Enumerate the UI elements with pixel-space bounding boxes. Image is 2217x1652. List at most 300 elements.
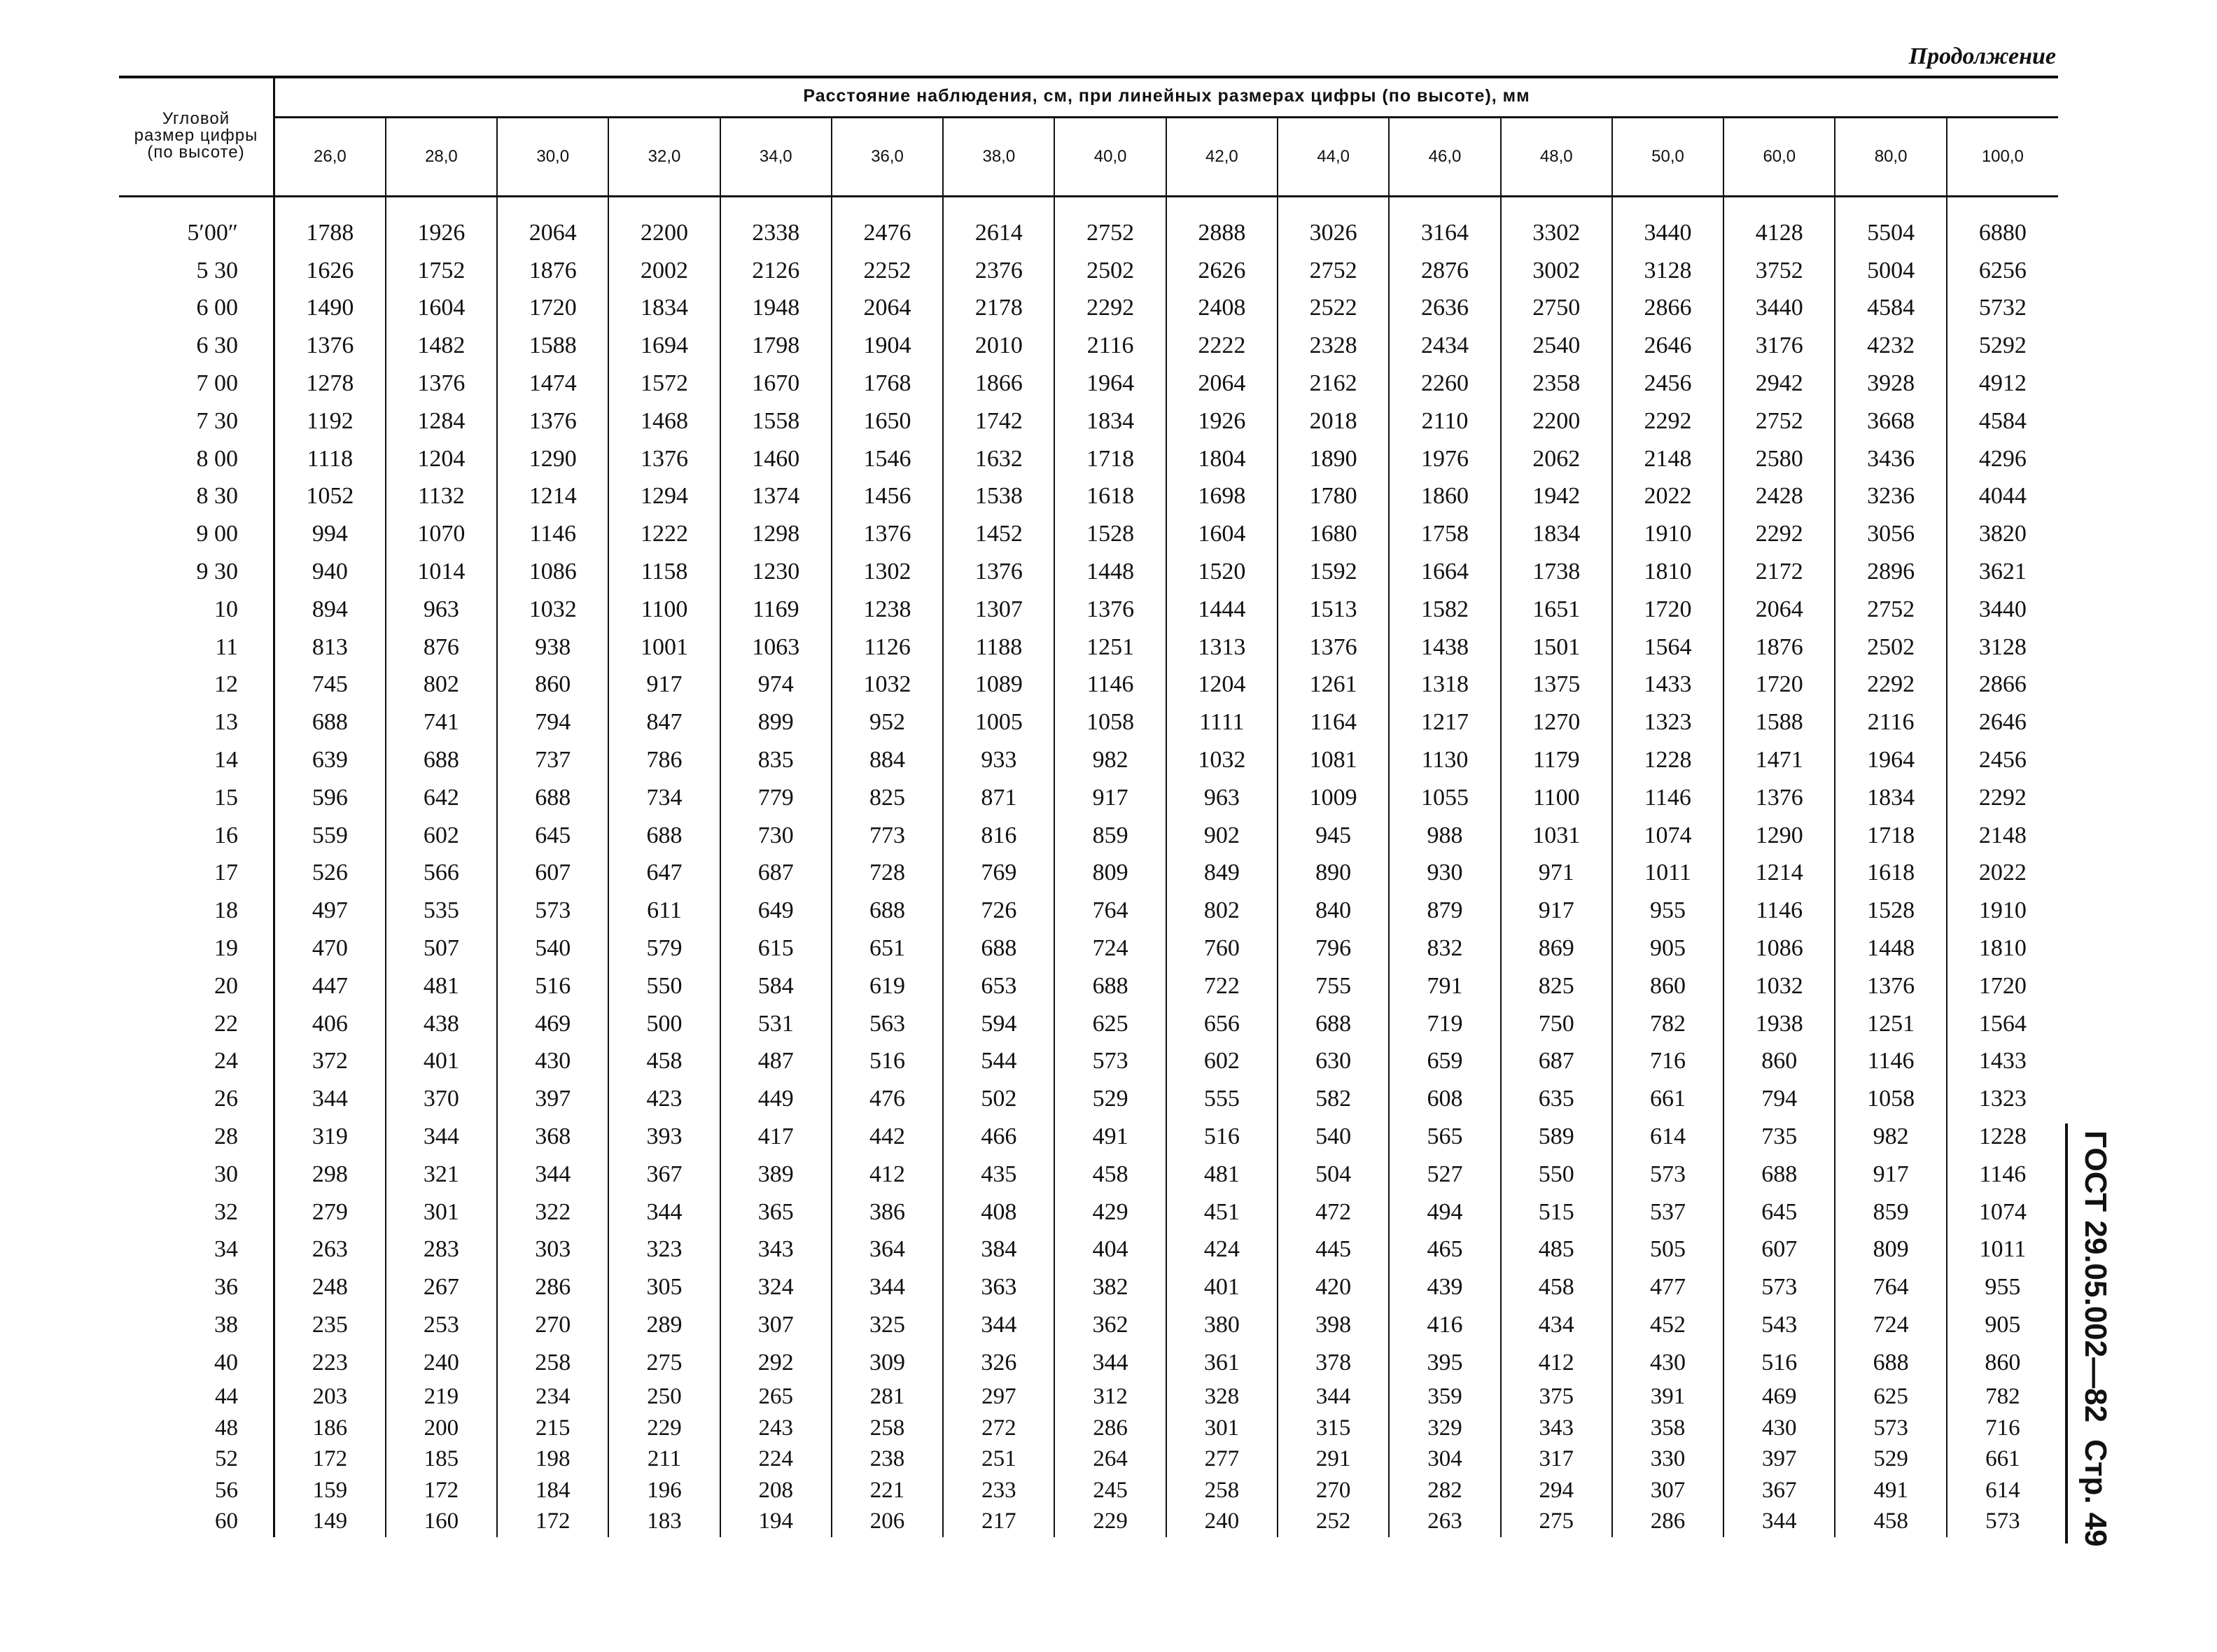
- distance-cell: 481: [1166, 1156, 1278, 1194]
- distance-cell: 393: [608, 1118, 720, 1156]
- distance-cell: 559: [274, 817, 386, 855]
- distance-cell: 1032: [1723, 967, 1835, 1005]
- distance-cell: 2626: [1166, 252, 1278, 290]
- angle-cell: 60: [119, 1506, 274, 1538]
- distance-cell: 3128: [1978, 634, 2027, 660]
- distance-cell: 206: [832, 1506, 943, 1538]
- table-row: [119, 402, 2058, 440]
- table-row: [119, 327, 2058, 365]
- distance-cell: 1468: [608, 402, 720, 440]
- distance-cell: 724: [1054, 930, 1166, 967]
- distance-cell: 289: [608, 1306, 720, 1344]
- distance-cell: 6880: [1978, 219, 2027, 246]
- angle-cell: 52: [119, 1444, 274, 1476]
- distance-cell: 1632: [943, 440, 1054, 478]
- distance-cell: 362: [1054, 1306, 1166, 1344]
- distance-cell: 526: [274, 855, 386, 892]
- distance-cell: 172: [386, 1475, 497, 1506]
- distance-cell: 3928: [1835, 365, 1946, 402]
- distance-cell: 859: [1835, 1194, 1946, 1231]
- distance-cell: 1780: [1278, 478, 1389, 516]
- distance-cell: 183: [608, 1506, 720, 1538]
- distance-cell: 1670: [720, 365, 832, 402]
- distance-cell: 659: [1389, 1043, 1500, 1081]
- distance-cell: 2502: [1835, 629, 1946, 666]
- distance-cell: 516: [1166, 1118, 1278, 1156]
- distance-cell: 6256: [1978, 257, 2027, 284]
- distance-cell: 1032: [1166, 741, 1278, 779]
- distance-cell: 1964: [1835, 741, 1946, 779]
- distance-cell: 1204: [1166, 666, 1278, 704]
- table-row: [119, 817, 2058, 855]
- angle-cell: 12: [119, 666, 274, 704]
- distance-cell: 2126: [720, 252, 832, 290]
- distance-cell: 529: [1054, 1080, 1166, 1118]
- distance-cell: 408: [943, 1194, 1054, 1231]
- distance-title: Расстояние наблюдения, см, при линейных размерах цифры (по высоте), мм: [274, 76, 2059, 118]
- distance-cell: 649: [720, 892, 832, 930]
- distance-cell: 825: [1501, 967, 1612, 1005]
- size-header-row: [119, 118, 2058, 197]
- distance-cell: 1058: [1054, 704, 1166, 741]
- distance-cell: 2428: [1723, 478, 1835, 516]
- distance-cell: 378: [1278, 1344, 1389, 1382]
- distance-cell: 940: [274, 553, 386, 591]
- distance-cell: 2022: [1978, 860, 2027, 886]
- distance-cell: 250: [608, 1382, 720, 1413]
- table-row: [119, 1043, 2058, 1081]
- angle-cell: 8 00: [119, 440, 274, 478]
- distance-cell: 382: [1054, 1268, 1166, 1306]
- distance-cell: 1876: [497, 252, 608, 290]
- distance-cell: 905: [1612, 930, 1723, 967]
- distance-cell: 730: [720, 817, 832, 855]
- table-row: [119, 1344, 2058, 1382]
- distance-cell: 794: [1723, 1080, 1835, 1118]
- distance-cell: 344: [386, 1118, 497, 1156]
- distance-cell: 406: [274, 1005, 386, 1043]
- distance-cell: 380: [1166, 1306, 1278, 1344]
- distance-cell: 1698: [1166, 478, 1278, 516]
- distance-cell: 602: [1166, 1043, 1278, 1081]
- distance-cell: 734: [608, 779, 720, 817]
- distance-cell: 1834: [1501, 515, 1612, 553]
- distance-cell: 688: [386, 741, 497, 779]
- distance-cell: 3176: [1723, 327, 1835, 365]
- size-header-cell: 26,0: [274, 118, 386, 197]
- distance-cell: 544: [943, 1043, 1054, 1081]
- distance-cell: 905: [1985, 1312, 2021, 1338]
- distance-cell: 439: [1389, 1268, 1500, 1306]
- distance-cell: 1720: [1723, 666, 1835, 704]
- distance-cell: 1433: [1978, 1048, 2027, 1074]
- size-header-cell: 44,0: [1278, 118, 1389, 197]
- distance-cell: 397: [497, 1080, 608, 1118]
- distance-cell: 1588: [497, 327, 608, 365]
- distance-cell: 2408: [1166, 290, 1278, 328]
- distance-cell: 1318: [1389, 666, 1500, 704]
- distance-cell: 2456: [1612, 365, 1723, 402]
- distance-cell: 3668: [1835, 402, 1946, 440]
- distance-cell: 1070: [386, 515, 497, 553]
- distance-cell: 917: [1501, 892, 1612, 930]
- distance-cell: 760: [1166, 930, 1278, 967]
- distance-cell: 974: [720, 666, 832, 704]
- distance-cell: 286: [1054, 1413, 1166, 1444]
- distance-cell: 1376: [1723, 779, 1835, 817]
- distance-cell: 324: [720, 1268, 832, 1306]
- distance-cell: 614: [1612, 1118, 1723, 1156]
- distance-cell: 208: [720, 1475, 832, 1506]
- distance-cell: 2358: [1501, 365, 1612, 402]
- table-row: [119, 478, 2058, 516]
- distance-cell: 1938: [1723, 1005, 1835, 1043]
- distance-cell: 185: [386, 1444, 497, 1476]
- distance-cell: 1718: [1835, 817, 1946, 855]
- distance-cell: 688: [1723, 1156, 1835, 1194]
- distance-cell: 2502: [1054, 252, 1166, 290]
- distance-cell: 344: [274, 1080, 386, 1118]
- standard-number: ГОСТ 29.05.002—82: [2078, 1130, 2113, 1423]
- distance-cell: 322: [497, 1194, 608, 1231]
- distance-cell: 1618: [1054, 478, 1166, 516]
- distance-cell: 1798: [720, 327, 832, 365]
- distance-cell: 608: [1389, 1080, 1500, 1118]
- corner-line-1: Угловой: [162, 108, 230, 128]
- distance-cell: 860: [497, 666, 608, 704]
- distance-cell: 791: [1389, 967, 1500, 1005]
- angle-cell: 14: [119, 741, 274, 779]
- distance-cell: 1302: [832, 553, 943, 591]
- distance-cell: 1788: [274, 214, 386, 252]
- angle-cell: 6 00: [119, 290, 274, 328]
- distance-cell: 1376: [943, 553, 1054, 591]
- distance-cell: 1100: [608, 591, 720, 629]
- distance-cell: 930: [1389, 855, 1500, 892]
- distance-cell: 688: [1054, 967, 1166, 1005]
- distance-cell: 728: [832, 855, 943, 892]
- distance-cell: 573: [1612, 1156, 1723, 1194]
- distance-cell: 2110: [1389, 402, 1500, 440]
- distance-cell: 2116: [1054, 327, 1166, 365]
- distance-cell: 275: [1501, 1506, 1612, 1538]
- distance-cell: 1448: [1835, 930, 1946, 967]
- distance-cell: 272: [943, 1413, 1054, 1444]
- angle-cell: 40: [119, 1344, 274, 1382]
- distance-cell: 186: [274, 1413, 386, 1444]
- distance-cell: 1471: [1723, 741, 1835, 779]
- distance-cell: 344: [1723, 1506, 1835, 1538]
- distance-cell: 982: [1835, 1118, 1946, 1156]
- distance-cell: 420: [1278, 1268, 1389, 1306]
- distance-cell: 1810: [1612, 553, 1723, 591]
- distance-cell: 323: [608, 1231, 720, 1269]
- distance-cell: 1111: [1166, 704, 1278, 741]
- distance-cell: 224: [720, 1444, 832, 1476]
- distance-cell: 543: [1723, 1306, 1835, 1344]
- angle-cell: 15: [119, 779, 274, 817]
- distance-cell: 5504: [1835, 214, 1946, 252]
- table-row: [119, 930, 2058, 967]
- distance-cell: 764: [1835, 1268, 1946, 1306]
- distance-cell: 325: [832, 1306, 943, 1344]
- distance-cell: 2476: [832, 214, 943, 252]
- distance-cell: 301: [386, 1194, 497, 1231]
- side-caption: [2071, 1130, 2120, 1550]
- distance-cell: 361: [1166, 1344, 1278, 1382]
- distance-cell: 4232: [1835, 327, 1946, 365]
- distance-cell: 1323: [1978, 1086, 2027, 1112]
- angle-cell: 26: [119, 1080, 274, 1118]
- distance-cell: 1926: [386, 214, 497, 252]
- distance-cell: 470: [274, 930, 386, 967]
- distance-cell: 286: [497, 1268, 608, 1306]
- distance-cell: 243: [720, 1413, 832, 1444]
- distance-cell: 303: [497, 1231, 608, 1269]
- angle-cell: 24: [119, 1043, 274, 1081]
- distance-cell: 3621: [1978, 559, 2027, 585]
- distance-cell: 321: [386, 1156, 497, 1194]
- distance-cell: 487: [720, 1043, 832, 1081]
- distance-cell: 573: [1054, 1043, 1166, 1081]
- distance-cell: 258: [1166, 1475, 1278, 1506]
- distance-cell: 317: [1501, 1444, 1612, 1476]
- table-row: [119, 252, 2058, 290]
- distance-cell: 500: [608, 1005, 720, 1043]
- distance-cell: 221: [832, 1475, 943, 1506]
- distance-cell: 625: [1835, 1382, 1946, 1413]
- distance-cell: 1058: [1835, 1080, 1946, 1118]
- distance-cell: 1146: [497, 515, 608, 553]
- distance-cell: 642: [386, 779, 497, 817]
- distance-cell: 555: [1166, 1080, 1278, 1118]
- distance-cell: 1376: [1278, 629, 1389, 666]
- distance-cell: 859: [1054, 817, 1166, 855]
- distance-cell: 1738: [1501, 553, 1612, 591]
- distance-cell: 1834: [608, 290, 720, 328]
- distance-cell: 275: [608, 1344, 720, 1382]
- distance-cell: 1444: [1166, 591, 1278, 629]
- distance-cell: 1158: [608, 553, 720, 591]
- distance-cell: 507: [386, 930, 497, 967]
- distance-cell: 687: [720, 855, 832, 892]
- distance-cell: 688: [497, 779, 608, 817]
- distance-cell: 240: [1166, 1506, 1278, 1538]
- distance-cell: 329: [1389, 1413, 1500, 1444]
- size-header-cell: 46,0: [1389, 118, 1500, 197]
- distance-cell: 688: [943, 930, 1054, 967]
- distance-cell: 1866: [943, 365, 1054, 402]
- distance-cell: 988: [1389, 817, 1500, 855]
- table-row: [119, 515, 2058, 553]
- distance-cell: 1376: [832, 515, 943, 553]
- distance-cell: 2636: [1389, 290, 1500, 328]
- table-body: [119, 197, 2058, 1538]
- angle-cell: 19: [119, 930, 274, 967]
- distance-cell: 1538: [943, 478, 1054, 516]
- distance-cell: 1374: [720, 478, 832, 516]
- distance-cell: 1546: [832, 440, 943, 478]
- size-header-cell: 60,0: [1723, 118, 1835, 197]
- distance-cell: 1926: [1166, 402, 1278, 440]
- distance-cell: 1490: [274, 290, 386, 328]
- distance-cell: 566: [386, 855, 497, 892]
- corner-line-2: размер цифры: [134, 125, 258, 145]
- distance-cell: 1014: [386, 553, 497, 591]
- distance-cell: 277: [1166, 1444, 1278, 1476]
- distance-cell: 1294: [608, 478, 720, 516]
- size-header-cell: 100,0: [1947, 118, 2058, 197]
- distance-cell: 832: [1389, 930, 1500, 967]
- distance-cell: 1564: [1978, 1010, 2027, 1037]
- distance-cell: 1720: [497, 290, 608, 328]
- distance-cell: 2646: [1612, 327, 1723, 365]
- distance-cell: 1604: [1166, 515, 1278, 553]
- distance-cell: 1055: [1389, 779, 1500, 817]
- table-row: [119, 365, 2058, 402]
- distance-cell: 615: [720, 930, 832, 967]
- distance-cell: 365: [720, 1194, 832, 1231]
- distance-cell: 1948: [720, 290, 832, 328]
- distance-cell: 2866: [1978, 671, 2027, 698]
- distance-cell: 270: [497, 1306, 608, 1344]
- distance-cell: 2614: [943, 214, 1054, 252]
- distance-cell: 1804: [1166, 440, 1278, 478]
- distance-cell: 442: [832, 1118, 943, 1156]
- distance-cell: 745: [274, 666, 386, 704]
- angle-cell: 10: [119, 591, 274, 629]
- angle-cell: 16: [119, 817, 274, 855]
- distance-cell: 879: [1389, 892, 1500, 930]
- angular-size-table: [119, 76, 2058, 1537]
- distance-cell: 1942: [1501, 478, 1612, 516]
- angle-cell: 6 30: [119, 327, 274, 365]
- distance-cell: 401: [1166, 1268, 1278, 1306]
- distance-cell: 1513: [1278, 591, 1389, 629]
- distance-cell: 1520: [1166, 553, 1278, 591]
- distance-cell: 963: [386, 591, 497, 629]
- distance-cell: 3026: [1278, 214, 1389, 252]
- distance-cell: 540: [497, 930, 608, 967]
- distance-cell: 1032: [497, 591, 608, 629]
- distance-cell: 477: [1612, 1268, 1723, 1306]
- table-row: [119, 591, 2058, 629]
- distance-cell: 645: [1723, 1194, 1835, 1231]
- size-header-cell: 80,0: [1835, 118, 1946, 197]
- distance-cell: 2896: [1835, 553, 1946, 591]
- distance-cell: 635: [1501, 1080, 1612, 1118]
- angle-cell: 28: [119, 1118, 274, 1156]
- distance-cell: 1032: [832, 666, 943, 704]
- distance-cell: 344: [497, 1156, 608, 1194]
- distance-cell: 2752: [1835, 591, 1946, 629]
- angle-cell: 7 30: [119, 402, 274, 440]
- distance-cell: 994: [274, 515, 386, 553]
- distance-cell: 229: [1054, 1506, 1166, 1538]
- distance-cell: 625: [1054, 1005, 1166, 1043]
- table-row: [119, 553, 2058, 591]
- distance-cell: 3440: [1978, 596, 2027, 622]
- distance-cell: 2338: [720, 214, 832, 252]
- table-row: [119, 1382, 2058, 1413]
- table-row: [119, 1194, 2058, 1231]
- distance-cell: 5004: [1835, 252, 1946, 290]
- size-header-cell: 36,0: [832, 118, 943, 197]
- distance-cell: 252: [1278, 1506, 1389, 1538]
- distance-cell: 688: [1835, 1344, 1946, 1382]
- distance-cell: 1031: [1501, 817, 1612, 855]
- distance-cell: 265: [720, 1382, 832, 1413]
- distance-cell: 3128: [1612, 252, 1723, 290]
- distance-cell: 1074: [1978, 1198, 2027, 1225]
- distance-cell: 1011: [1612, 855, 1723, 892]
- distance-cell: 750: [1501, 1005, 1612, 1043]
- distance-cell: 529: [1835, 1444, 1946, 1476]
- distance-cell: 688: [608, 817, 720, 855]
- distance-cell: 630: [1278, 1043, 1389, 1081]
- distance-cell: 1460: [720, 440, 832, 478]
- distance-cell: 516: [832, 1043, 943, 1081]
- angle-cell: 44: [119, 1382, 274, 1413]
- distance-cell: 491: [1054, 1118, 1166, 1156]
- distance-cell: 2580: [1723, 440, 1835, 478]
- distance-cell: 1228: [1978, 1124, 2027, 1150]
- distance-cell: 535: [386, 892, 497, 930]
- distance-cell: 1011: [1979, 1236, 2027, 1263]
- spacer-row: [119, 197, 2058, 215]
- page-number: Стр. 49: [2078, 1439, 2113, 1547]
- size-header-cell: 34,0: [720, 118, 832, 197]
- distance-cell: 203: [274, 1382, 386, 1413]
- distance-cell: 312: [1054, 1382, 1166, 1413]
- distance-cell: 1298: [720, 515, 832, 553]
- size-header-cell: 40,0: [1054, 118, 1166, 197]
- distance-cell: 840: [1278, 892, 1389, 930]
- distance-cell: 779: [720, 779, 832, 817]
- distance-cell: 447: [274, 967, 386, 1005]
- distance-cell: 2010: [943, 327, 1054, 365]
- distance-cell: 3302: [1501, 214, 1612, 252]
- distance-cell: 1664: [1389, 553, 1500, 591]
- distance-cell: 2022: [1612, 478, 1723, 516]
- distance-cell: 3002: [1501, 252, 1612, 290]
- distance-cell: 466: [943, 1118, 1054, 1156]
- distance-cell: 286: [1612, 1506, 1723, 1538]
- distance-cell: 1270: [1501, 704, 1612, 741]
- distance-cell: 343: [720, 1231, 832, 1269]
- distance-cell: 531: [720, 1005, 832, 1043]
- table-row: [119, 1005, 2058, 1043]
- distance-cell: 1222: [608, 515, 720, 553]
- table-row: [119, 1080, 2058, 1118]
- distance-cell: 1720: [1978, 972, 2027, 999]
- distance-cell: 1086: [1723, 930, 1835, 967]
- distance-cell: 860: [1723, 1043, 1835, 1081]
- distance-cell: 2292: [1054, 290, 1166, 328]
- distance-cell: 416: [1389, 1306, 1500, 1344]
- distance-cell: 430: [497, 1043, 608, 1081]
- distance-cell: 1126: [832, 629, 943, 666]
- distance-cell: 722: [1166, 967, 1278, 1005]
- distance-cell: 963: [1166, 779, 1278, 817]
- table-row: [119, 1118, 2058, 1156]
- distance-cell: 344: [608, 1194, 720, 1231]
- distance-cell: 2260: [1389, 365, 1500, 402]
- distance-cell: 200: [386, 1413, 497, 1444]
- distance-cell: 899: [720, 704, 832, 741]
- table-row: [119, 290, 2058, 328]
- distance-cell: 1251: [1054, 629, 1166, 666]
